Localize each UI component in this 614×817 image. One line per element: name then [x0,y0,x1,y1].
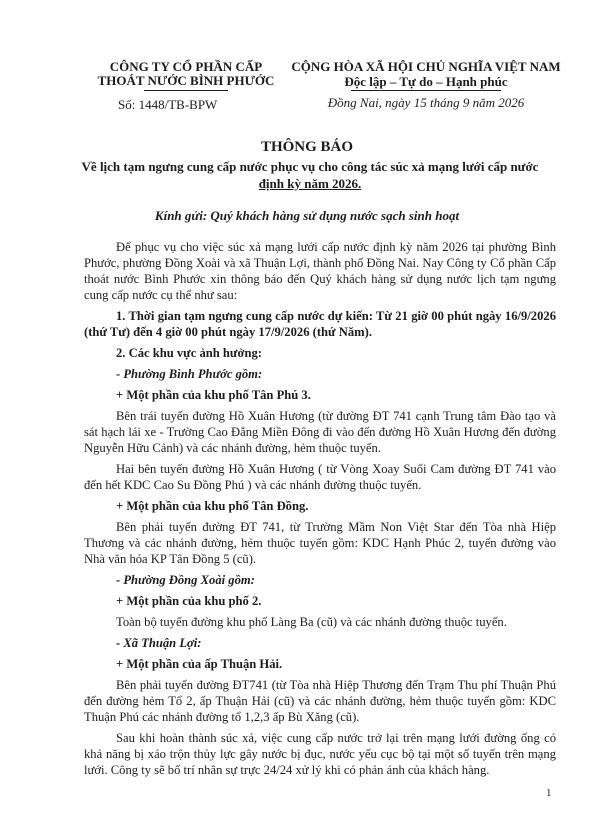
nation-name: CỘNG HÒA XÃ HỘI CHỦ NGHĨA VIỆT NAM [291,59,561,74]
section-areas: 2. Các khu vực ảnh hưởng: [116,346,262,360]
greeting: Kính gửi: Quý khách hàng sử dụng nước sạch sinh hoạt [154,208,460,223]
ward-dong-xoai: - Phường Đồng Xoài gồm: [116,573,255,587]
intro-paragraph: Để phục vụ cho việc súc xả mạng lưới cấp nước định kỳ năm 2026 tại phường Bình Phước, phường Đồng Xoài và xã Thuận Lợi, thành phố Đồng Nai. Nay Công ty Cổ phần Cấp thoát nước Bình Phước xin thông báo đến Quý khách hàng sử dụng nước lịch tạm ngưng cung cấp nước cụ thể như sau: [84,240,556,302]
document-title: THÔNG BÁO [260,139,354,155]
company-name-line1: CÔNG TY CỔ PHẦN CẤP [109,59,263,74]
company-header [92,60,280,91]
document-number: Số: 1448/TB-BPW [118,97,218,112]
ward-binh-phuoc: - Phường Bình Phước gồm: [116,367,263,381]
page-number: 1 [546,787,552,799]
area-thuan-hai: + Một phần của ấp Thuận Hải. [116,657,283,671]
national-motto: Độc lập – Tự do – Hạnh phúc [344,74,508,89]
motto-underline [351,90,501,91]
company-underline [144,90,228,91]
document-body [84,239,556,783]
paragraph-thuan-hai: Bên phải tuyến đường ĐT741 (từ Tòa nhà Hiệp Thương đến Trạm Thu phí Thuận Phú đến đường hẻm Tổ 2, ấp Thuận Hải (cũ) và các nhánh đường, hẻm thuộc tuyến gồm: KDC Thuận Phú các nhánh đường tổ 1,2,3 ấp Bù Xăng (cũ). [84,678,556,724]
subtitle-line2: định kỳ năm 2026. [258,176,362,191]
paragraph-tan-phu-3-b: Hai bên tuyến đường Hồ Xuân Hương ( từ Vòng Xoay Suối Cam đường ĐT 741 vào đến hết KDC Cao Su Đồng Phú ) và các nhánh đường thuộc tuyến. [84,462,556,492]
subtitle-line1: Về lịch tạm ngưng cung cấp nước phục vụ cho công tác súc xả mạng lưới cấp nước [81,159,539,174]
paragraph-khu-pho-2: Toàn bộ tuyến đường khu phố Làng Ba (cũ) và các nhánh đường thuộc tuyến. [116,615,507,629]
national-header [276,60,576,111]
paragraph-tan-phu-3-a: Bên trái tuyến đường Hồ Xuân Hương (từ đường ĐT 741 cạnh Trung tâm Đào tạo và sát hạch lái xe - Trường Cao Đẳng Miền Đông đi vào đến đường Hồ Xuân Hương đến đường Nguyễn Hữu Cảnh) và các nhánh đường, hẻm thuộc tuyến. [84,409,556,455]
document-date: Đồng Nai, ngày 15 tháng 9 năm 2026 [327,95,525,110]
company-name-line2: THOÁT NƯỚC BÌNH PHƯỚC [97,73,275,88]
commune-thuan-loi: - Xã Thuận Lợi: [116,636,202,650]
area-tan-dong: + Một phần của khu phố Tân Đồng. [116,499,309,513]
area-tan-phu-3: + Một phần của khu phố Tân Phú 3. [116,388,311,402]
section-time: 1. Thời gian tạm ngưng cung cấp nước dự kiến: Từ 21 giờ 00 phút ngày 16/9/2026 (thứ Tư) đến 4 giờ 00 phút ngày 17/9/2026 (thứ Năm). [84,309,556,339]
closing-paragraph: Sau khi hoàn thành súc xả, việc cung cấp nước trở lại trên mạng lưới đường ống có khả năng bị xáo trộn thủy lực gây nước bị đục, nước yếu cục bộ tại một số tuyến trên mạng lưới. Công ty sẽ bố trí nhân sự trực 24/24 xử lý khi có phản ánh của khách hàng. [84,731,556,777]
document-subtitle [70,158,550,192]
paragraph-tan-dong: Bên phải tuyến đường ĐT 741, từ Trường Mầm Non Việt Star đến Tòa nhà Hiệp Thương và các nhánh đường, hẻm thuộc tuyến gồm: KDC Hạnh Phúc 2, tuyến đường vào Nhà văn hóa KP Tân Đồng 5 (cũ). [84,520,556,566]
area-khu-pho-2: + Một phần của khu phố 2. [116,594,262,608]
